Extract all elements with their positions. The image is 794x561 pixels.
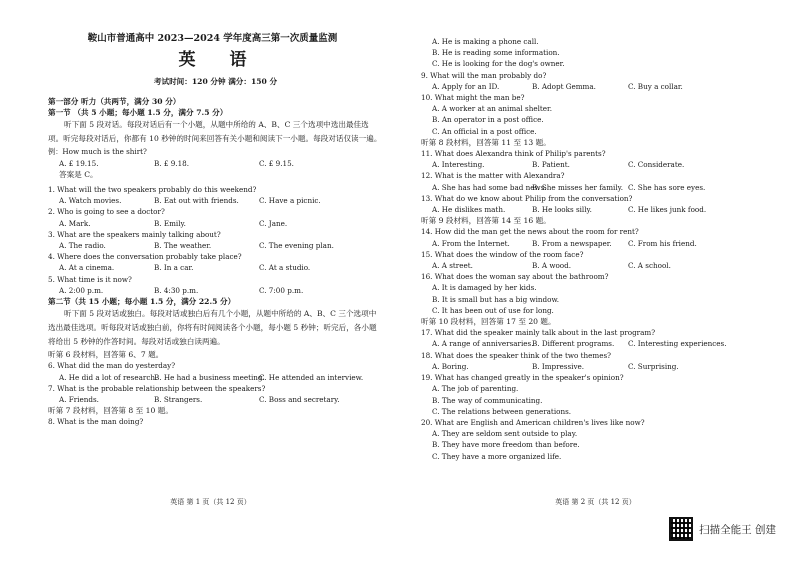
option: C. At a studio.: [259, 263, 311, 273]
question-8: 8. What is the man doing?: [48, 417, 144, 427]
option: B. 4:30 p.m.: [154, 285, 199, 295]
option: C. Considerate.: [628, 160, 685, 170]
question-3: 3. What are the speakers mainly talking about?: [48, 229, 221, 239]
question-9: 9. What will the man probably do?: [421, 70, 547, 80]
section1-instructions: 听下面 5 段对话。每段对话后有一个小题，从题中所给的 A、B、C 三个选项中选出最佳选项。听完每段对话后，你都有 10 秒钟的时间来回答有关小题和阅读下一小题。每段对话仅读一遍。: [48, 120, 382, 144]
option: B. £ 9.18.: [154, 158, 189, 168]
question-19-option-a: A. The job of parenting.: [432, 384, 519, 394]
question-4-options: [48, 262, 383, 273]
question-8-option-b: B. He is reading some information.: [432, 48, 560, 58]
question-20-option-c: C. They have a more organized life.: [432, 451, 562, 461]
question-7: 7. What is the probable relationship between the speakers?: [48, 383, 266, 393]
question-13: 13. What do we know about Philip from the conversation?: [421, 193, 633, 203]
question-7-options: [48, 394, 383, 405]
question-20-option-b: B. They have more freedom than before.: [432, 440, 580, 450]
option: A. Friends.: [59, 395, 99, 405]
option: B. She misses her family.: [532, 182, 624, 192]
question-4: 4. Where does the conversation probably take place?: [48, 252, 242, 262]
option: A. He did a lot of research.: [59, 372, 158, 382]
question-17-options: [421, 338, 784, 349]
option: B. He looks silly.: [532, 205, 592, 215]
option: A. Boring.: [432, 361, 469, 371]
option: A. She has had some bad news.: [432, 182, 547, 192]
qr-code-icon: [669, 517, 693, 541]
part1-heading: 第一部分 听力（共两节，满分 30 分）: [48, 97, 181, 106]
option: C. Surprising.: [628, 361, 679, 371]
example-options: [48, 158, 383, 169]
question-12: 12. What is the matter with Alexandra?: [421, 171, 565, 181]
option: A. £ 19.15.: [59, 158, 99, 168]
material-8: 听第 8 段材料，回答第 11 至 13 题。: [421, 137, 551, 147]
question-11-options: [421, 159, 784, 170]
option: B. Strangers.: [154, 395, 203, 405]
option: C. Have a picnic.: [259, 196, 321, 206]
question-3-options: [48, 240, 383, 251]
scanner-watermark: [669, 517, 776, 541]
question-10-option-a: A. A worker at an animal shelter.: [432, 104, 552, 114]
option: C. Buy a collar.: [628, 81, 683, 91]
option: C. £ 9.15.: [259, 158, 294, 168]
option: B. Patient.: [532, 160, 570, 170]
question-2: 2. Who is going to see a doctor?: [48, 207, 165, 217]
option: C. Interesting experiences.: [628, 339, 727, 349]
option: B. The weather.: [154, 241, 212, 251]
option: B. Emily.: [154, 218, 186, 228]
option: A. A range of anniversaries.: [432, 339, 534, 349]
option: B. He had a business meeting.: [154, 372, 265, 382]
option: A. He dislikes math.: [432, 205, 506, 215]
option: A. Apply for an ID.: [432, 81, 500, 91]
option: B. From a newspaper.: [532, 238, 612, 248]
question-19: 19. What has changed greatly in the speaker's opinion?: [421, 373, 624, 383]
question-8-option-a: A. He is making a phone call.: [432, 37, 539, 46]
question-13-options: [421, 204, 784, 215]
page-footer-left: 英语 第 1 页（共 12 页）: [170, 498, 251, 506]
question-10: 10. What might the man be?: [421, 93, 525, 103]
question-1: 1. What will the two speakers probably do this weekend?: [48, 185, 257, 195]
question-16-option-b: B. It is small but has a big window.: [432, 294, 560, 304]
question-16-option-a: A. It is damaged by her kids.: [432, 283, 537, 293]
option: B. Impressive.: [532, 361, 585, 371]
option: C. Jane.: [259, 218, 288, 228]
example-question: 例：How much is the shirt?: [48, 147, 147, 157]
page-footer-right: 英语 第 2 页（共 12 页）: [555, 498, 636, 506]
option: C. The evening plan.: [259, 241, 334, 251]
question-18: 18. What does the speaker think of the two themes?: [421, 350, 612, 360]
question-1-options: [48, 195, 383, 206]
section2-heading: 第二节（共 15 小题；每小题 1.5 分，满分 22.5 分）: [48, 297, 236, 307]
exam-title: 鞍山市普通高中 2023—2024 学年度高三第一次质量监测: [87, 33, 338, 44]
option: C. He attended an interview.: [259, 372, 364, 382]
section1-heading: 第一节 （共 5 小题；每小题 1.5 分，满分 7.5 分）: [48, 108, 228, 118]
option: C. Boss and secretary.: [259, 395, 340, 405]
question-14: 14. How did the man get the news about the room for rent?: [421, 227, 639, 237]
example-answer: 答案是 C。: [59, 169, 98, 179]
question-10-option-c: C. An official in a post office.: [432, 126, 537, 136]
option: A. 2:00 p.m.: [59, 285, 104, 295]
option: A. At a cinema.: [59, 263, 115, 273]
question-8-option-c: C. He is looking for the dog's owner.: [432, 59, 565, 69]
question-17: 17. What did the speaker mainly talk about in the last program?: [421, 328, 656, 338]
scanner-label: 扫描全能王 创建: [699, 523, 776, 536]
question-11: 11. What does Alexandra think of Philip's parents?: [421, 149, 606, 159]
question-18-options: [421, 361, 784, 372]
option: A. The radio.: [59, 241, 106, 251]
section2-instructions: 听下面 5 段对话或独白。每段对话或独白后有几个小题，从题中所给的 A、B、C 三个选项中选出最佳选项。听每段对话或独白前，你将有时间阅读各个小题，每小题 5 秒钟；听完后，各小题将给出 5 秒钟的作答时间。每段对话或独白读两遍。: [48, 309, 377, 347]
option: B. Different programs.: [532, 339, 615, 349]
option: A. A street.: [432, 261, 473, 271]
option: B. In a car.: [154, 263, 194, 273]
question-6: 6. What did the man do yesterday?: [48, 361, 176, 371]
page-right: [397, 0, 794, 561]
question-15: 15. What does the window of the room face?: [421, 249, 584, 259]
option: C. He likes junk food.: [628, 205, 707, 215]
material-6: 听第 6 段材料，回答第 6、7 题。: [48, 350, 164, 360]
option: A. From the Internet.: [432, 238, 510, 248]
question-19-option-b: B. The way of communicating.: [432, 395, 543, 405]
question-20-option-a: A. They are seldom sent outside to play.: [432, 429, 578, 439]
material-7: 听第 7 段材料，回答第 8 至 10 题。: [48, 406, 173, 416]
question-15-options: [421, 260, 784, 271]
question-16-option-c: C. It has been out of use for long.: [432, 305, 554, 315]
question-10-option-b: B. An operator in a post office.: [432, 115, 544, 125]
question-6-options: [48, 372, 383, 383]
question-2-options: [48, 218, 383, 229]
option: C. From his friend.: [628, 238, 697, 248]
question-14-options: [421, 238, 784, 249]
question-5-options: [48, 285, 383, 296]
question-12-options: [421, 182, 784, 193]
option: B. A wood.: [532, 261, 572, 271]
option: B. Eat out with friends.: [154, 196, 239, 206]
material-9: 听第 9 段材料，回答第 14 至 16 题。: [421, 216, 551, 226]
question-19-option-c: C. The relations between generations.: [432, 406, 572, 416]
question-5: 5. What time is it now?: [48, 274, 132, 284]
subject-title: 英 语: [178, 50, 261, 70]
option: A. Mark.: [59, 218, 91, 228]
option: C. She has sore eyes.: [628, 182, 706, 192]
option: C. A school.: [628, 261, 671, 271]
question-20: 20. What are English and American children's lives like now?: [421, 417, 645, 427]
option: A. Watch movies.: [59, 196, 122, 206]
option: B. Adopt Gemma.: [532, 81, 596, 91]
question-9-options: [421, 81, 784, 92]
exam-info: 考试时间：120 分钟 满分：150 分: [153, 77, 278, 86]
option: C. 7:00 p.m.: [259, 285, 304, 295]
option: A. Interesting.: [432, 160, 485, 170]
question-16: 16. What does the woman say about the bathroom?: [421, 272, 609, 282]
material-10: 听第 10 段材料，回答第 17 至 20 题。: [421, 317, 556, 327]
